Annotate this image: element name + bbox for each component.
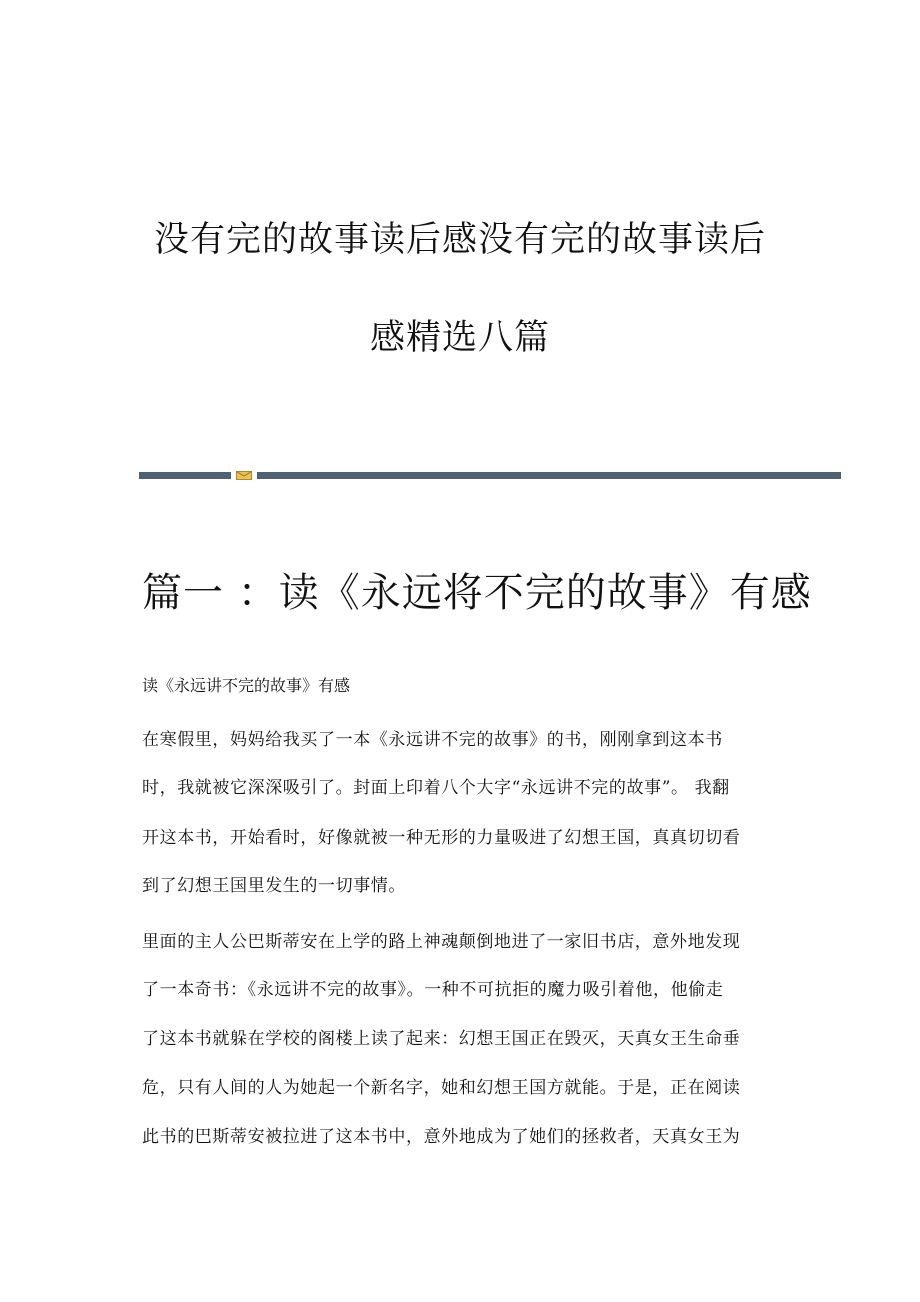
divider-bar-right <box>257 472 841 479</box>
paragraph-line: 在寒假里，妈妈给我买了一本《永远讲不完的故事》的书，刚刚拿到这本书 <box>142 730 723 750</box>
envelope-ornament-icon <box>236 471 252 480</box>
paragraph-line: 时，我就被它深深吸引了。封面上印着八个大字“永远讲不完的故事”。 我翻 <box>142 778 730 798</box>
section-heading: 篇一 ：读《永远将不完的故事》有感 <box>142 570 812 616</box>
paragraph-line: 了一本奇书：《永远讲不完的故事》。一种不可抗拒的魔力吸引着他，他偷走 <box>142 980 724 1000</box>
document-title-line-2: 感精选八篇 <box>369 318 550 358</box>
article-subheading: 读《永远讲不完的故事》有感 <box>142 676 351 695</box>
paragraph-line: 危，只有人间的人为她起一个新名字，她和幻想王国方就能。于是，正在阅读 <box>142 1078 741 1098</box>
title-divider <box>139 471 841 480</box>
document-title-line-1: 没有完的故事读后感没有完的故事读后 <box>153 220 766 260</box>
paragraph-line: 里面的主人公巴斯蒂安在上学的路上神魂颠倒地进了一家旧书店，意外地发现 <box>142 932 741 952</box>
paragraph-line: 此书的巴斯蒂安被拉进了这本书中，意外地成为了她们的拯救者，天真女王为 <box>142 1127 741 1147</box>
paragraph-line: 开这本书，开始看时，好像就被一种无形的力量吸进了幻想王国，真真切切看 <box>142 828 741 848</box>
paragraph-line: 了这本书就躲在学校的阁楼上读了起来：幻想王国正在毁灭，天真女王生命垂 <box>142 1029 741 1049</box>
divider-bar-left <box>139 472 231 479</box>
paragraph-line: 到了幻想王国里发生的一切事情。 <box>142 876 406 896</box>
